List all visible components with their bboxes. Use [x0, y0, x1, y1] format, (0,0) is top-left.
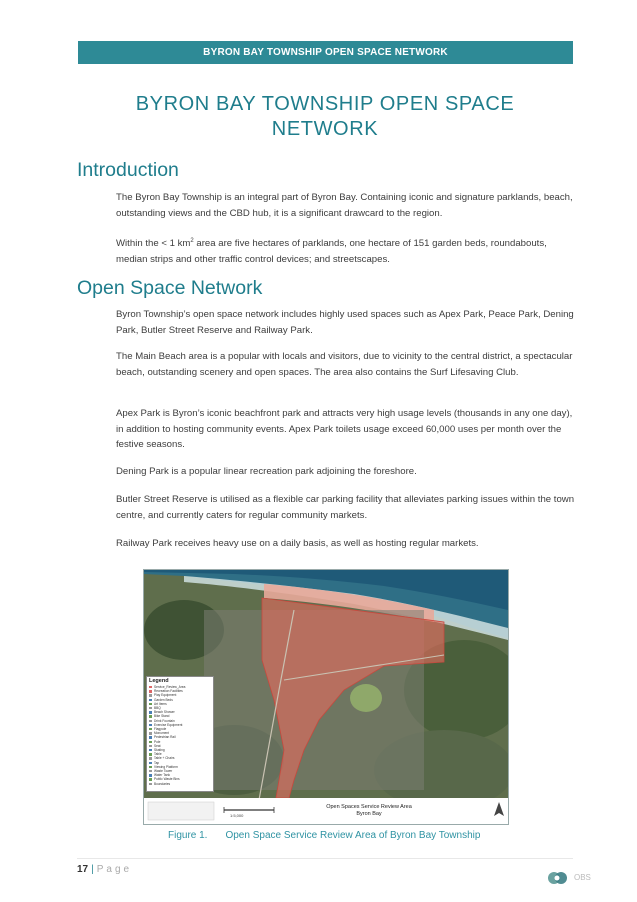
legend-swatch	[149, 732, 152, 734]
footer-divider	[77, 858, 573, 859]
legend-swatch	[149, 753, 152, 755]
map-title	[304, 804, 434, 818]
heading-open-space-network: Open Space Network	[77, 277, 263, 299]
legend-item-label: Viewing Platform	[154, 764, 178, 769]
legend-item-label: Garden Beds	[154, 697, 173, 702]
legend-swatch	[149, 724, 152, 726]
intro-paragraph-2	[116, 234, 576, 267]
figure-caption-text: Open Space Service Review Area of Byron Bay Township	[225, 830, 481, 841]
heading-introduction: Introduction	[77, 159, 179, 181]
legend-items	[147, 685, 213, 786]
legend-item	[147, 782, 213, 786]
legend-swatch	[149, 694, 152, 696]
page-separator: |	[91, 864, 94, 875]
legend-item-label: Exercise Equipment	[154, 722, 183, 727]
company-logo	[547, 871, 595, 885]
legend-item-label: Recreation Facilities	[154, 689, 183, 694]
legend-swatch	[149, 728, 152, 730]
legend-item-label: Waste Tower	[154, 769, 173, 774]
header-bar	[78, 41, 573, 64]
legend-swatch	[149, 741, 152, 743]
map-title-line-2: Byron Bay	[356, 811, 382, 817]
network-paragraph-4: Dening Park is a popular linear recreation park adjoining the foreshore.	[116, 466, 417, 477]
map-title-line-1: Open Spaces Service Review Area	[326, 804, 412, 810]
legend-swatch	[149, 766, 152, 768]
legend-swatch	[149, 757, 152, 759]
network-paragraph-6: Railway Park receives heavy use on a daily basis, as well as hosting regular markets.	[116, 538, 479, 549]
legend-item-label: Tap	[154, 760, 160, 765]
legend-item-label: Drink Fountain	[154, 718, 175, 723]
network-paragraph-2: The Main Beach area is a popular with locals and visitors, due to vicinity to the central district, a spectacular beach, outstanding scenery and open spaces. The area also contains the Surf Lifesaving Club.	[116, 351, 573, 378]
legend-item-label: Play Equipment	[154, 693, 177, 698]
page-word: Page	[96, 864, 133, 875]
legend-swatch	[149, 699, 152, 701]
legend-item-label: Water Tank	[154, 773, 170, 778]
legend-item-label: Seat	[154, 743, 161, 748]
document-title-line-1: BYRON BAY TOWNSHIP OPEN SPACE	[135, 93, 515, 115]
legend-item-label: Pole	[154, 739, 161, 744]
header-title: BYRON BAY TOWNSHIP OPEN SPACE NETWORK	[203, 47, 448, 58]
legend-item-label: Skating	[154, 748, 165, 753]
legend-swatch	[149, 690, 152, 692]
map-figure	[143, 569, 509, 825]
legend-item-label: Art Items	[154, 701, 167, 706]
legend-swatch	[149, 736, 152, 738]
document-title	[110, 92, 540, 142]
legend-swatch	[149, 770, 152, 772]
legend-swatch	[149, 686, 152, 688]
legend-item-label: Monument	[154, 731, 170, 736]
legend-item-label: Flagpole	[154, 727, 167, 732]
intro-paragraph-2-pre: Within the < 1 km	[116, 238, 191, 250]
page-footer	[77, 864, 132, 875]
legend-swatch	[149, 720, 152, 722]
network-paragraph-5: Butler Street Reserve is utilised as a flexible car parking facility that alleviates parking issues within the town centre, and currently caters for regular community markets.	[116, 494, 575, 521]
superscript-2: 2	[190, 238, 194, 244]
legend-item-label: Service_Review_Area	[154, 685, 186, 689]
legend-item-label: Table + Chairs	[154, 756, 175, 761]
intro-paragraph-1: The Byron Bay Township is an integral part of Byron Bay. Containing iconic and signature parklands, beach, outstanding views and the CBD hub, it is a significant drawcard to the region.	[116, 192, 573, 219]
legend-item-label: Pedestrian Rail	[154, 735, 176, 740]
legend-swatch	[149, 707, 152, 709]
legend-swatch	[149, 762, 152, 764]
legend-swatch	[149, 745, 152, 747]
legend-item-label: Bike Stand	[154, 714, 170, 719]
legend-item-label: Table	[154, 752, 162, 757]
network-paragraph-3: Apex Park is Byron’s iconic beachfront park and attracts very high usage levels (thousands in any one day), in addition to hosting community events. Apex Park toilets usage exceed 60,000 uses per month over the festive seasons.	[116, 408, 573, 451]
figure-caption	[168, 830, 548, 841]
intro-paragraph-2-post: area are five hectares of parklands, one hectare of 151 garden beds, roundabouts, median strips and other traffic control devices; and streetscapes.	[116, 238, 547, 265]
legend-item-label: Public Waste Bins	[154, 777, 180, 782]
legend-item-label: Beach Shower	[154, 710, 175, 715]
legend-swatch	[149, 703, 152, 705]
page-number: 17	[77, 864, 89, 875]
legend-item-label: Boundaries	[154, 781, 171, 786]
legend-item-label: BBQ	[154, 706, 161, 711]
legend-swatch	[149, 715, 152, 717]
legend-swatch	[149, 774, 152, 776]
legend-swatch	[149, 711, 152, 713]
network-paragraph-1: Byron Township’s open space network includes highly used spaces such as Apex Park, Peace Park, Dening Park, Butler Street Reserve and Railway Park.	[116, 309, 574, 336]
legend-swatch	[149, 778, 152, 780]
document-title-line-2: NETWORK	[271, 118, 379, 140]
legend-swatch	[149, 749, 152, 751]
map-legend	[146, 676, 214, 792]
logo-text: OBS	[574, 873, 591, 882]
legend-swatch	[149, 783, 152, 785]
figure-label: Figure 1.	[168, 830, 208, 841]
legend-title: Legend	[149, 678, 169, 684]
map-scale-label: 1:5,000	[230, 813, 244, 818]
